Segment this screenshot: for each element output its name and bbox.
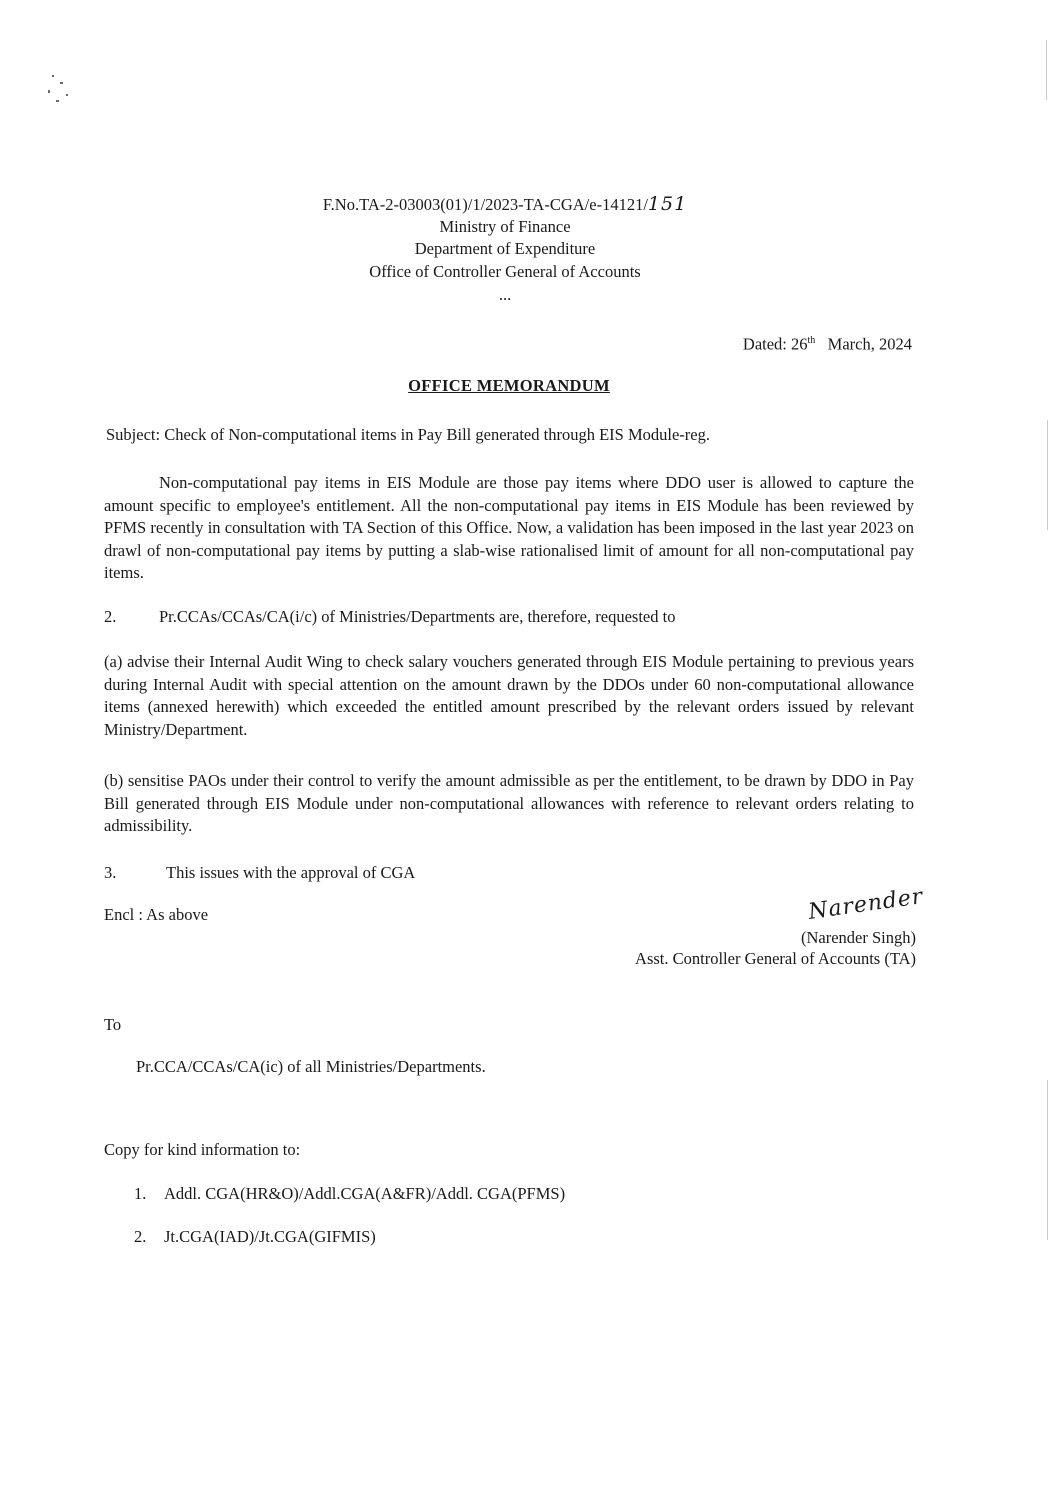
header-ellipsis: ... bbox=[498, 285, 512, 304]
paragraph-2-text: Pr.CCAs/CCAs/CA(i/c) of Ministries/Departments are, therefore, requested to bbox=[159, 607, 676, 626]
date-suffix: March, 2024 bbox=[827, 334, 912, 354]
signatory-name: (Narender Singh) bbox=[800, 928, 916, 947]
recipients: Pr.CCA/CCAs/CA(ic) of all Ministries/Departments. bbox=[136, 1057, 486, 1076]
memo-date bbox=[743, 330, 912, 356]
paragraph-3-text: This issues with the approval of CGA bbox=[166, 863, 416, 882]
office-name: Office of Controller General of Accounts bbox=[369, 262, 641, 281]
point-a: (a) advise their Internal Audit Wing to check salary vouchers generated through EIS Module pertaining to previous years during Internal Audit with special attention on the amount drawn by the DDOs under 60 non-computational allowance items (annexed herewith) which exceeded the entitled amount prescribed by the relevant orders issued by relevant Ministry/Department. bbox=[104, 652, 914, 739]
memo-title: OFFICE MEMORANDUM bbox=[408, 376, 610, 395]
copy-label: Copy for kind information to: bbox=[104, 1140, 301, 1159]
signature: Narender bbox=[806, 884, 925, 925]
copy-list-item bbox=[134, 1226, 376, 1248]
file-number bbox=[250, 193, 760, 217]
copy-item-text: Jt.CGA(IAD)/Jt.CGA(GIFMIS) bbox=[164, 1227, 376, 1246]
copy-list-item bbox=[134, 1183, 565, 1205]
paragraph-2 bbox=[104, 606, 675, 628]
copy-item-number: 1. bbox=[134, 1184, 147, 1203]
department-name: Department of Expenditure bbox=[414, 239, 596, 258]
point-b: (b) sensitise PAOs under their control to verify the amount admissible as per the entitlement, to be drawn by DDO in Pay Bill generated through EIS Module under non-computational allowances with reference to relevant orders relating to admissibility. bbox=[104, 771, 914, 835]
paragraph-3-number: 3. bbox=[104, 863, 117, 882]
date-superscript: th bbox=[807, 335, 816, 346]
enclosure-note: Encl : As above bbox=[104, 905, 209, 924]
paragraph-2-number: 2. bbox=[104, 607, 117, 626]
paragraph-1: Non-computational pay items in EIS Module are those pay items where DDO user is allowed to capture the amount specific to employee's entitlement. All the non-computational pay items in EIS Module has been reviewed by PFMS recently in consultation with TA Section of this Office. Now, a validation has been imposed in the last year 2023 on drawl of non-computational pay items by putting a slab-wise rationalised limit of amount for all non-computational pay items. bbox=[104, 473, 914, 582]
paragraph-3 bbox=[104, 862, 415, 884]
file-number-text: F.No.TA-2-03003(01)/1/2023-TA-CGA/e-14121/ bbox=[322, 195, 648, 214]
copy-item-number: 2. bbox=[134, 1227, 147, 1246]
signatory-designation: Asst. Controller General of Accounts (TA) bbox=[635, 949, 916, 968]
date-prefix: Dated: 26 bbox=[742, 334, 808, 354]
copy-item-text: Addl. CGA(HR&O)/Addl.CGA(A&FR)/Addl. CGA(PFMS) bbox=[164, 1184, 566, 1203]
ministry-name: Ministry of Finance bbox=[439, 217, 571, 236]
file-number-handwritten: 151 bbox=[647, 193, 688, 215]
memo-subject: Subject: Check of Non-computational items in Pay Bill generated through EIS Module-reg. bbox=[106, 425, 710, 444]
to-label: To bbox=[104, 1015, 122, 1034]
